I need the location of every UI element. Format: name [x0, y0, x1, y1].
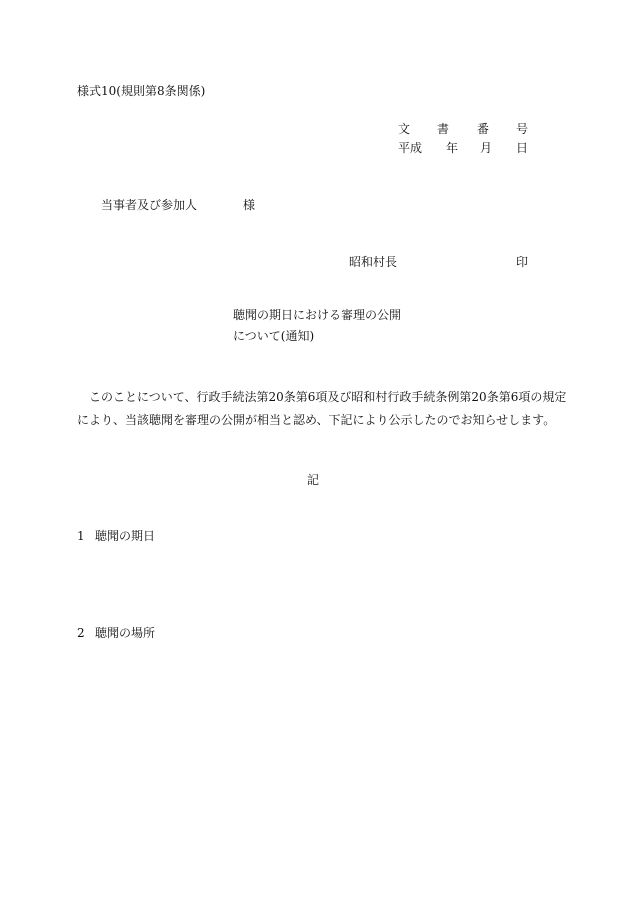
list-item	[77, 627, 155, 639]
item-label: 聴聞の期日	[95, 529, 156, 543]
year-label: 年	[446, 141, 459, 155]
doc-number-label-char: 書	[437, 122, 450, 136]
issuer-name: 昭和村長	[349, 255, 398, 269]
month-label: 月	[480, 141, 493, 155]
seal-mark: 印	[516, 255, 529, 269]
addressee-name: 当事者及び参加人	[101, 198, 198, 212]
subject-line: について(通知)	[233, 329, 315, 343]
day-label: 日	[516, 141, 529, 155]
item-number: 2	[77, 626, 85, 640]
doc-number-label-char: 番	[477, 122, 490, 136]
doc-number-label-char: 文	[398, 122, 411, 136]
addressee-honorific: 様	[243, 198, 256, 212]
doc-number-label-char: 号	[516, 122, 529, 136]
body-text-line: により、当該聴聞を審理の公開が相当と認め、下記により公示したのでお知らせします。	[77, 413, 556, 427]
era-label: 平成	[398, 141, 423, 155]
body-text-line: このことについて、行政手続法第20条第6項及び昭和村行政手続条例第20条第6項の規定	[89, 390, 567, 404]
ki-heading: 記	[307, 473, 320, 487]
subject-line: 聴聞の期日における審理の公開	[233, 308, 402, 322]
item-number: 1	[77, 529, 85, 543]
list-item	[77, 530, 155, 542]
item-label: 聴聞の場所	[95, 626, 156, 640]
form-number: 様式10(規則第8条関係)	[77, 84, 206, 98]
